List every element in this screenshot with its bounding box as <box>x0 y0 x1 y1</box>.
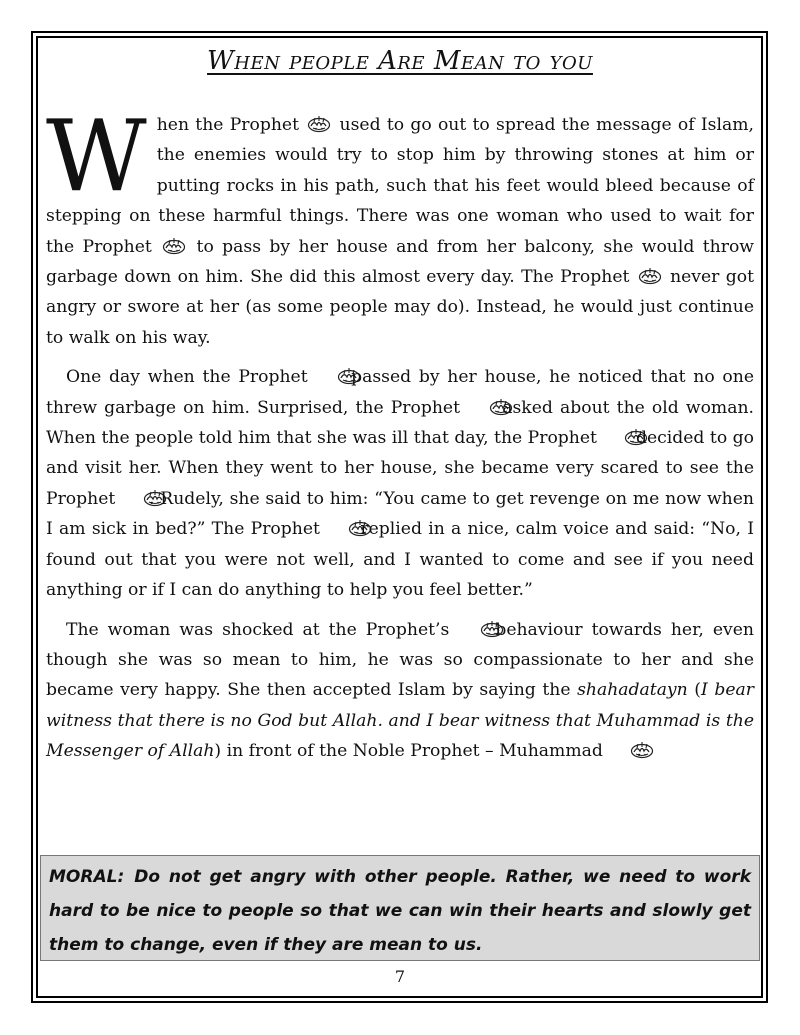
text-run: . Rudely, she said to him: “You came to get revenge on me now when I am sick in bed?” The Prophet <box>46 488 754 540</box>
pbuh-calligraphy-icon <box>123 487 147 505</box>
text-run: passed by her house, he noticed that no one threw garbage on him. Surprised, the Prophet <box>46 367 755 418</box>
text-run: behaviour towards her, even though she was so mean to him, he was so compassionate to her and she became very happy. She then accepted Islam by saying the <box>46 619 754 701</box>
story-body <box>46 100 755 776</box>
text-run: ( <box>694 680 702 701</box>
pbuh-calligraphy-icon <box>610 739 634 757</box>
shahadatayn-translation: I bear witness that there is no God but Allah. and I bear witness that Muhammad is the Messenger of Allah <box>46 680 755 762</box>
paragraph-3 <box>46 615 754 767</box>
text-run: to pass by her house and from her balcony, she would throw garbage down on him. She did this almost every day. The Prophet <box>46 236 755 288</box>
text-run: decided to go and visit her. When they went to her house, she became very scared to see the Prophet <box>46 428 755 509</box>
pbuh-calligraphy-icon <box>638 265 662 283</box>
moral-label: MORAL: <box>49 867 125 887</box>
moral-box <box>40 855 760 961</box>
pbuh-calligraphy-icon <box>317 365 341 383</box>
text-run: replied in a nice, calm voice and said: “No, I found out that you were not well, and I wanted to come and see if you need anything or if I can do anything to help you feel better.” <box>46 519 754 601</box>
pbuh-calligraphy-icon <box>328 517 352 535</box>
pbuh-calligraphy-icon <box>162 235 186 253</box>
text-run: One day when the Prophet <box>66 367 308 388</box>
text-run: ) in front of the Noble Prophet – Muhammad <box>214 741 603 762</box>
text-run: used to go out to spread the message of Islam, the enemies would try to stop him by throwing stones at him or putting rocks in his path, such that his feet would bleed because of stepping on these harmful things. There was one woman who used to wait for the Prophet <box>46 115 755 257</box>
text-run: asked about the old woman. When the people told him that she was ill that day, the Prophet <box>46 397 754 449</box>
pbuh-calligraphy-icon <box>307 113 331 131</box>
shahadatayn-term: shahadatayn <box>577 680 688 701</box>
text-run: The woman was shocked at the Prophet’s <box>66 619 450 640</box>
pbuh-calligraphy-icon <box>469 396 493 414</box>
moral-text: Do not get angry with other people. Rather, we need to work hard to be nice to people so that we can win their hearts and slowly get them to change, even if they are mean to us. <box>49 867 751 955</box>
pbuh-calligraphy-icon <box>460 618 484 636</box>
pbuh-calligraphy-icon <box>604 426 628 444</box>
text-run: never got angry or swore at her (as some people may do). Instead, he would just continue to walk on his way. <box>46 267 754 348</box>
page-number: 7 <box>394 967 406 986</box>
drop-cap: W <box>46 100 147 214</box>
page-title: When people Are Mean to you <box>207 46 593 76</box>
text-run: . <box>636 741 642 762</box>
text-run: hen the Prophet <box>156 115 299 135</box>
paragraph-1 <box>46 100 755 353</box>
paragraph-2 <box>46 362 754 605</box>
